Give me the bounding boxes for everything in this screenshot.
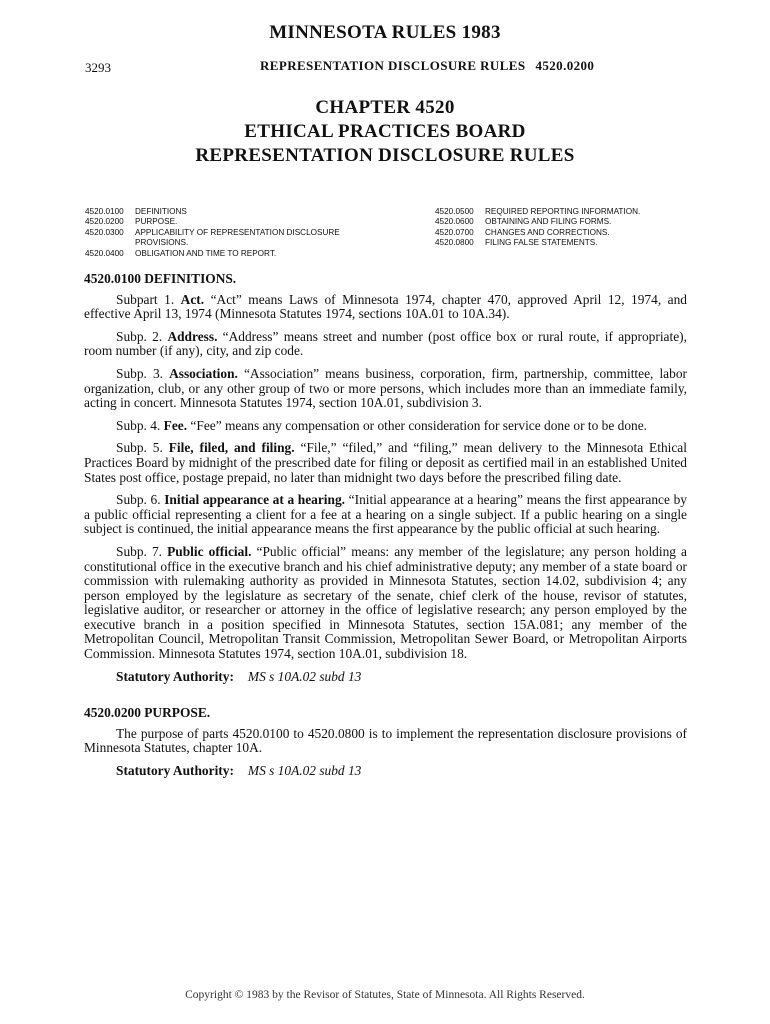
toc-number: 4520.0600 <box>435 217 474 227</box>
toc-title: CHANGES AND CORRECTIONS. <box>485 227 610 237</box>
subpart-text: “Initial appearance at a hearing” means the first appearance by a public official representing a client for a fee at a hearing on a single subject. If a public hearing on a single subject is continued, the initial appearance means the first appearance by the public official at such hearing. <box>84 492 687 537</box>
toc-number: 4520.0400 <box>85 248 124 258</box>
subpart <box>84 330 687 359</box>
subpart <box>84 545 687 662</box>
toc-title: OBTAINING AND FILING FORMS. <box>485 217 612 227</box>
subpart-text: “Address” means street and number (post office box or rural route, if appropriate), room number (if any), city, and zip code. <box>84 328 687 359</box>
toc-number: 4520.0300 <box>85 227 124 237</box>
toc-number: 4520.0200 <box>85 217 124 227</box>
subpart-label: Subp. 4. <box>116 417 161 433</box>
toc-entry <box>85 217 385 227</box>
subpart <box>84 419 687 434</box>
subpart-text: “File,” “filed,” and “filing,” mean delivery to the Minnesota Ethical Practices Board by midnight of the prescribed date for filing or deposit as certified mail in an established United States post office, postage prepaid, no later than midnight two days before the prescribed filing date. <box>84 440 687 485</box>
subpart-term: Address. <box>167 328 218 344</box>
running-head <box>260 58 594 74</box>
toc-right-column <box>435 207 695 249</box>
subpart <box>84 367 687 411</box>
subpart-term: File, filed, and filing. <box>168 440 295 456</box>
subpart-term: Association. <box>169 365 238 381</box>
section-heading: 4520.0100 DEFINITIONS. <box>84 271 237 286</box>
page-number: 3293 <box>85 60 111 75</box>
chapter-number: CHAPTER 4520 <box>315 97 455 118</box>
subpart-label: Subp. 5. <box>116 440 163 456</box>
subpart <box>84 493 687 537</box>
subpart-text: “Fee” means any compensation or other consideration for service done or to be done. <box>190 417 648 433</box>
subpart-text: “Public official” means: any member of the legislature; any person holding a constitutional office in the executive branch and his chief administrative deputy; any member of a state board or commission with rulemaking authority as provided in Minnesota Statutes, section 14.02, subdivision 4; any person employed by the legislature as secretary of the senate, chief clerk of the house, revisor of statutes, legislative auditor, or researcher or attorney in the office of legislative research; any person employed by the executive branch in a position specified in Minnesota Statutes, section 15A.081; any member of the Metropolitan Council, Metropolitan Transit Commission, Metropolitan Sewer Board, or Metropolitan Airports Commission. Minnesota Statutes 1974, section 10A.01, subdivision 18. <box>84 543 687 662</box>
authority-label: Statutory Authority: <box>116 763 234 779</box>
running-title: MINNESOTA RULES 1983 <box>269 22 501 43</box>
toc-title: DEFINITIONS <box>135 207 187 216</box>
authority-label: Statutory Authority: <box>116 668 234 684</box>
subpart-label: Subp. 2. <box>116 328 163 344</box>
toc-number: 4520.0700 <box>435 227 474 237</box>
statutory-authority <box>116 764 687 779</box>
toc-number: 4520.0100 <box>85 207 124 216</box>
toc-entry <box>435 207 695 217</box>
section-paragraph: The purpose of parts 4520.0100 to 4520.0800 is to implement the representation disclosure provisions of Minnesota Statutes, chapter 10A. <box>84 725 687 756</box>
subpart-term: Act. <box>180 291 205 307</box>
toc-title: REQUIRED REPORTING INFORMATION. <box>485 207 641 216</box>
authority-citation: MS s 10A.02 subd 13 <box>247 668 362 684</box>
toc-entry <box>435 238 695 248</box>
subpart-label: Subpart 1. <box>116 291 175 307</box>
toc-entry <box>435 217 695 227</box>
subpart <box>84 293 687 322</box>
subpart-text: “Act” means Laws of Minnesota 1974, chapter 470, approved April 12, 1974, and effective April 13, 1974 (Minnesota Statutes 1974, sections 10A.01 to 10A.34). <box>84 291 687 322</box>
toc-title: OBLIGATION AND TIME TO REPORT. <box>135 248 277 258</box>
toc-entry <box>85 207 385 217</box>
section-heading: 4520.0200 PURPOSE. <box>84 705 211 721</box>
toc-number: 4520.0800 <box>435 238 474 248</box>
subpart-label: Subp. 3. <box>116 365 163 381</box>
board-name: ETHICAL PRACTICES BOARD <box>244 121 526 142</box>
running-head-section: 4520.0200 <box>535 58 595 73</box>
chapter-title: REPRESENTATION DISCLOSURE RULES <box>195 145 575 166</box>
copyright-notice: Copyright © 1983 by the Revisor of Statutes, State of Minnesota. All Rights Reserved. <box>185 989 585 1001</box>
toc-left-column <box>85 207 385 259</box>
toc-entry <box>85 228 385 249</box>
toc-title: APPLICABILITY OF REPRESENTATION DISCLOSURE PROVISIONS. <box>135 227 340 248</box>
subpart <box>84 441 687 485</box>
statutory-authority <box>116 670 687 685</box>
toc-entry <box>435 228 695 238</box>
subpart-term: Public official. <box>167 543 252 559</box>
running-head-text: REPRESENTATION DISCLOSURE RULES <box>260 58 526 73</box>
toc-title: FILING FALSE STATEMENTS. <box>485 238 598 248</box>
subpart-label: Subp. 6. <box>116 492 161 508</box>
toc-entry <box>85 249 385 259</box>
subpart-text: “Association” means business, corporation, firm, partnership, committee, labor organization, club, or any other group of two or more persons, which includes more than an immediate family, acting in concert. Minnesota Statutes 1974, section 10A.01, subdivision 3. <box>84 365 687 411</box>
subpart-term: Fee. <box>163 417 188 433</box>
rules-body <box>84 272 687 779</box>
authority-citation: MS s 10A.02 subd 13 <box>247 763 362 779</box>
chapter-heading <box>0 96 770 168</box>
toc-title: PURPOSE. <box>135 217 178 227</box>
subpart-label: Subp. 7. <box>116 543 163 559</box>
subpart-term: Initial appearance at a hearing. <box>164 492 346 508</box>
toc-number: 4520.0500 <box>435 207 474 216</box>
